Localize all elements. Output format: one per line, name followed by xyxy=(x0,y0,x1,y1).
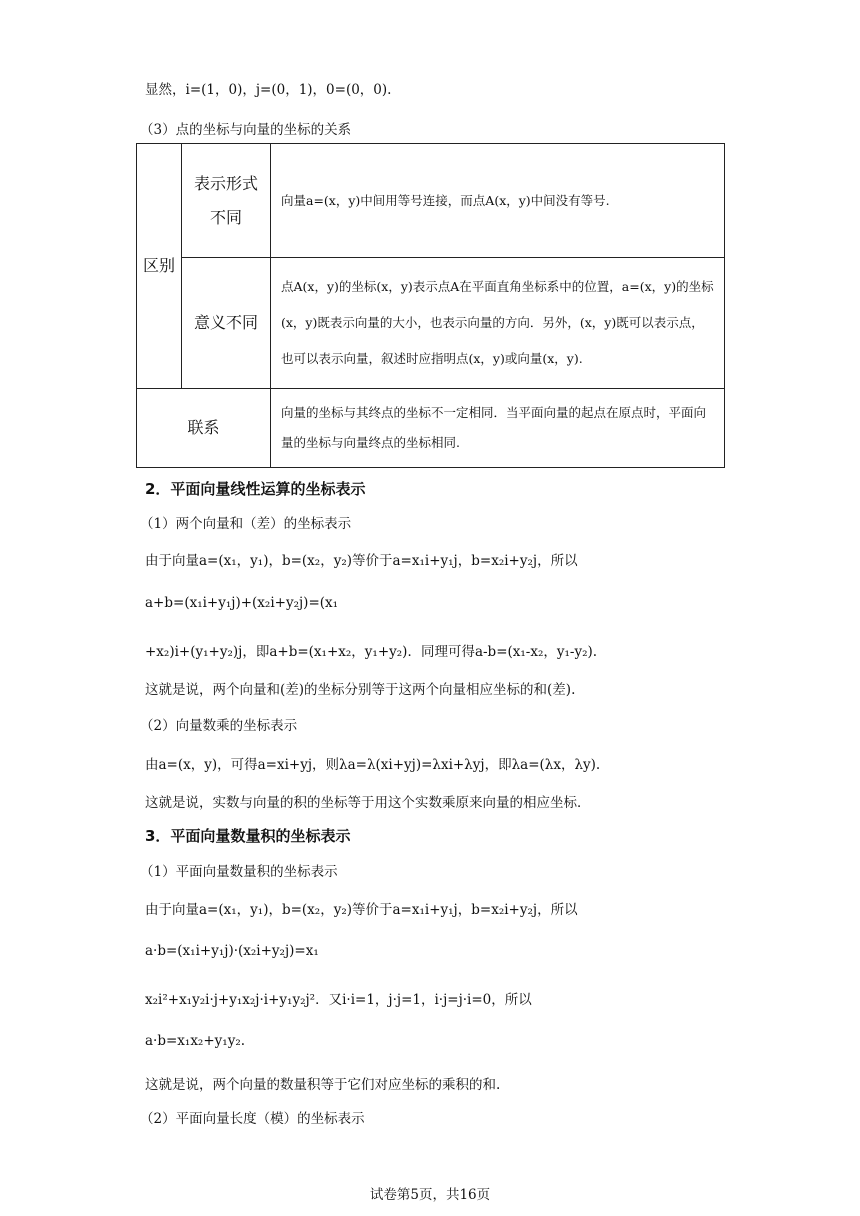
sec3-line5: 这就是说，两个向量的数量积等于它们对应坐标的乘积的和. xyxy=(145,1077,501,1093)
form-text: 向量a=(x，y)中间用等号连接，而点A(x，y)中间没有等号. xyxy=(271,144,725,258)
sec2-line3: +x₂)i+(y₁+y₂)j，即a+b=(x₁+x₂，y₁+y₂)．同理可得a-b=(x₁-x₂，y₁-y₂). xyxy=(145,644,598,660)
lianxi-label: 联系 xyxy=(137,389,271,468)
qubie-label: 区别 xyxy=(137,144,182,389)
sec2-sub2: （2）向量数乘的坐标表示 xyxy=(140,718,298,734)
intro-text: 显然，i=(1，0)，j=(0，1)，0=(0，0). xyxy=(145,82,392,98)
sec3-sub2: （2）平面向量长度（模）的坐标表示 xyxy=(140,1111,365,1127)
sec2-line4: 这就是说，两个向量和(差)的坐标分别等于这两个向量相应坐标的和(差). xyxy=(145,682,576,698)
section-2-title: 2．平面向量线性运算的坐标表示 xyxy=(145,480,366,498)
sec3-line4: a·b=x₁x₂+y₁y₂. xyxy=(145,1033,246,1049)
sec3-line2: a·b=(x₁i+y₁j)·(x₂i+y₂j)=x₁ xyxy=(145,943,319,959)
sec2-line2: a+b=(x₁i+y₁j)+(x₂i+y₂j)=(x₁ xyxy=(145,595,339,611)
subheading-3: （3）点的坐标与向量的坐标的关系 xyxy=(140,122,352,138)
lianxi-text: 向量的坐标与其终点的坐标不一定相同．当平面向量的起点在原点时，平面向量的坐标与向量终点的坐标相同. xyxy=(271,389,725,468)
meaning-text: 点A(x，y)的坐标(x，y)表示点A在平面直角坐标系中的位置，a=(x，y)的坐标(x，y)既表示向量的大小，也表示向量的方向．另外，(x，y)既可以表示点，也可以表示向量，叙述时应指明点(x，y)或向量(x，y). xyxy=(271,258,725,389)
sec3-line1: 由于向量a=(x₁，y₁)，b=(x₂，y₂)等价于a=x₁i+y₁j，b=x₂i+y₂j，所以 xyxy=(145,902,578,918)
meaning-label: 意义不同 xyxy=(182,258,271,389)
page-footer: 试卷第5页，共16页 xyxy=(369,1187,491,1203)
sec2-sub1: （1）两个向量和（差）的坐标表示 xyxy=(140,516,352,532)
sec2-line1: 由于向量a=(x₁，y₁)，b=(x₂，y₂)等价于a=x₁i+y₁j，b=x₂i+y₂j，所以 xyxy=(145,553,578,569)
relation-table xyxy=(136,143,725,468)
form-label: 表示形式不同 xyxy=(182,144,271,258)
sec3-sub1: （1）平面向量数量积的坐标表示 xyxy=(140,864,338,880)
sec3-line3: x₂i²+x₁y₂i·j+y₁x₂j·i+y₁y₂j²．又i·i=1，j·j=1，i·j=j·i=0，所以 xyxy=(145,992,532,1008)
sec2-line6: 这就是说，实数与向量的积的坐标等于用这个实数乘原来向量的相应坐标． xyxy=(145,795,591,811)
section-3-title: 3．平面向量数量积的坐标表示 xyxy=(145,827,351,845)
sec2-line5: 由a=(x，y)，可得a=xi+yj，则λa=λ(xi+yj)=λxi+λyj，即λa=(λx，λy). xyxy=(145,757,601,773)
